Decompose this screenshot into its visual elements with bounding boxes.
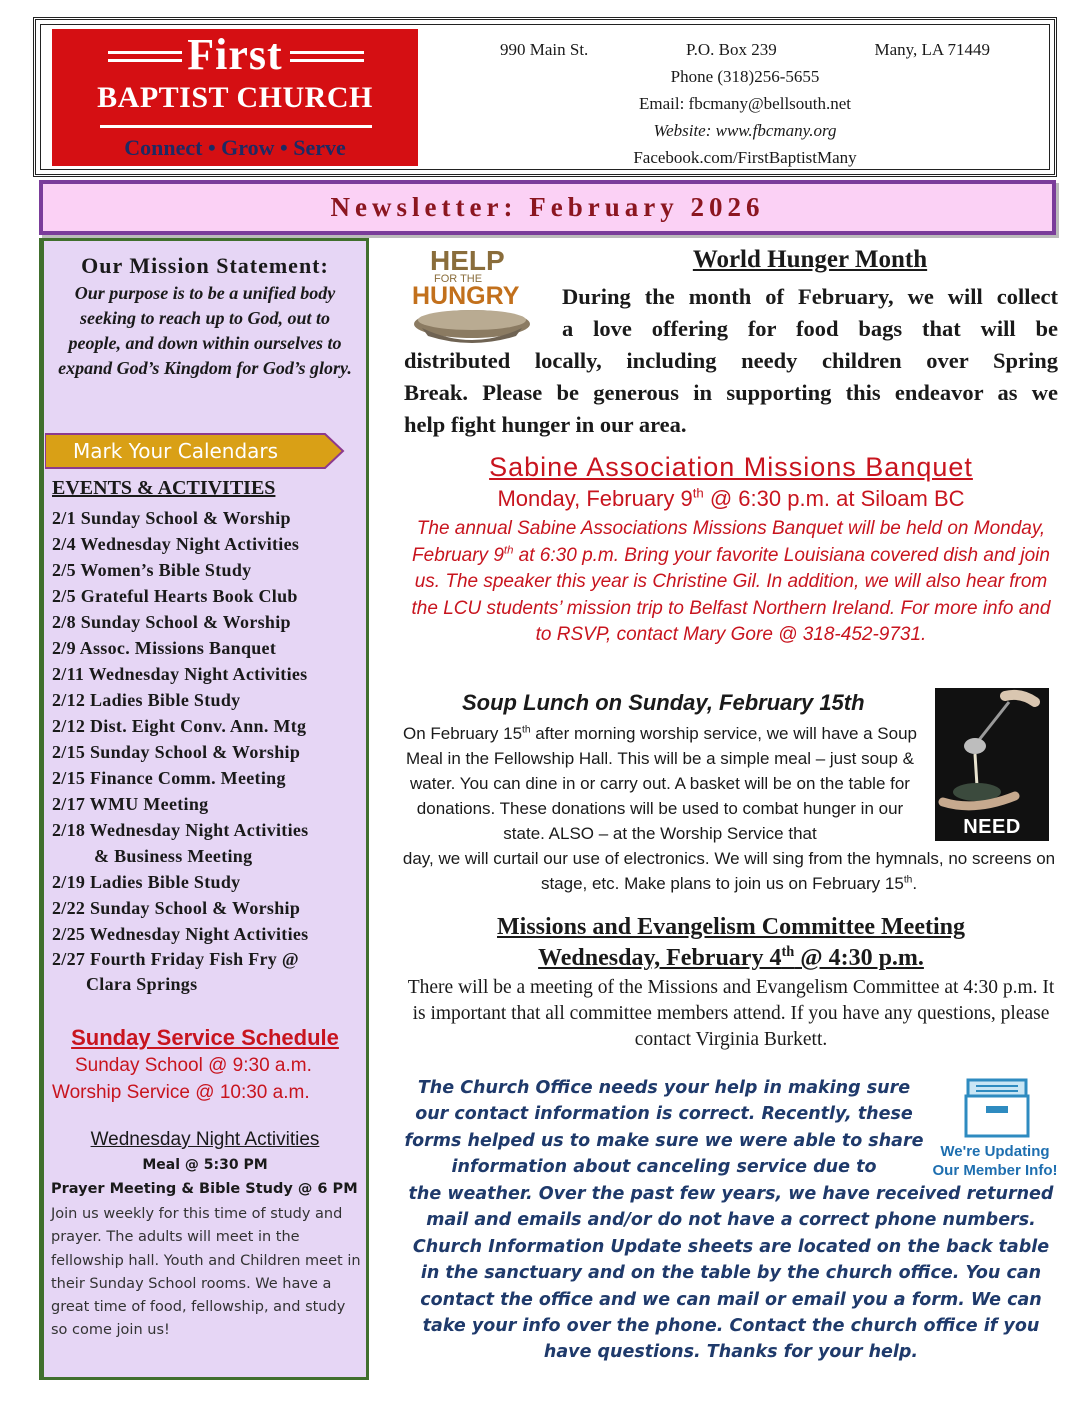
service-sunday-school: Sunday School @ 9:30 a.m. xyxy=(75,1055,312,1076)
event-item: 2/5 Women’s Bible Study xyxy=(52,560,252,580)
missions-committee-title: Missions and Evangelism Committee Meeting Wednesday, February 4th @ 4:30 p.m. xyxy=(497,914,965,971)
wednesday-title: Wednesday Night Activities xyxy=(90,1129,320,1150)
event-item: 2/5 Grateful Hearts Book Club xyxy=(52,586,298,606)
event-item: 2/15 Finance Comm. Meeting xyxy=(52,768,286,788)
church-office-text-continued: the weather. Over the past few years, we have received returned mail and emails and/or do not have a correct phone numbers. Church Information Update sheets are located on the back table in the sanctuary and on the table by the church office. You can contact the office and we can mail or email you a form. We can take your info over the phone. Contact the church office if you have questions. Thanks for your help. xyxy=(408,1184,1054,1363)
mission-title: Our Mission Statement: xyxy=(81,253,329,278)
event-item-continued: Clara Springs xyxy=(86,974,198,994)
street-address: 990 Main St. xyxy=(500,40,589,59)
world-hunger-line: During the month of February, we will collect xyxy=(562,284,1058,309)
phone-number: Phone (318)256-5655 xyxy=(670,67,820,86)
event-item: 2/18 Wednesday Night Activities xyxy=(52,820,309,840)
events-list xyxy=(52,505,364,996)
grain-bowl-icon xyxy=(404,244,548,346)
contact-info xyxy=(440,36,1050,171)
event-item: 2/12 Dist. Eight Conv. Ann. Mtg xyxy=(52,716,307,736)
logo-church-name: BAPTIST CHURCH xyxy=(97,81,373,114)
newsletter-title: Newsletter: February 2026 xyxy=(330,192,765,222)
soup-lunch-text-continued: day, we will curtail our use of electronics. We will sing from the hymnals, no screens on stage, etc. Make plans to join us on February 15th. xyxy=(402,849,1056,893)
sabine-banquet-date: Monday, February 9th @ 6:30 p.m. at Siloam BC xyxy=(497,485,965,511)
event-item: 2/15 Sunday School & Worship xyxy=(52,742,301,762)
facebook-link[interactable]: Facebook.com/FirstBaptistMany xyxy=(633,148,857,167)
file-box-icon xyxy=(962,1078,1032,1138)
event-item: 2/12 Ladies Bible Study xyxy=(52,690,241,710)
city-state: Many, LA 71449 xyxy=(874,40,990,59)
need-image-label: NEED xyxy=(963,816,1021,838)
event-item: 2/4 Wednesday Night Activities xyxy=(52,534,300,554)
wednesday-prayer: Prayer Meeting & Bible Study @ 6 PM xyxy=(51,1181,358,1197)
image-text-hungry: HUNGRY xyxy=(412,282,520,310)
image-text-for-the: FOR THE xyxy=(434,273,483,285)
soup-lunch-text: On February 15th after morning worship service, we will have a Soup Meal in the Fellowship Hall. This will be a simple meal – just soup & water. You can dine in or carry out. A basket will be on the table for donations. These donations will be used to combat hunger in our state. ALSO – at the Worship Service that xyxy=(402,724,917,843)
calendar-banner-label: Mark Your Calendars xyxy=(73,439,279,463)
logo-tagline: Connect • Grow • Serve xyxy=(124,135,346,160)
events-title: EVENTS & ACTIVITIES xyxy=(52,477,276,499)
event-item: 2/8 Sunday School & Worship xyxy=(52,612,291,632)
world-hunger-line: distributed locally, including needy children over Spring xyxy=(404,348,1058,373)
logo-first: First xyxy=(187,30,283,79)
newsletter-title-bar xyxy=(39,180,1056,235)
need-image xyxy=(935,688,1049,841)
email-address[interactable]: Email: fbcmany@bellsouth.net xyxy=(638,94,852,113)
service-worship: Worship Service @ 10:30 a.m. xyxy=(52,1082,310,1103)
soup-lunch-title: Soup Lunch on Sunday, February 15th xyxy=(462,690,865,715)
event-item: 2/19 Ladies Bible Study xyxy=(52,872,241,892)
sidebar xyxy=(41,238,369,1380)
church-office-text: The Church Office needs your help in making sure our contact information is correct. Recently, these forms helped us to make sure we were able to share information about canceling service due to xyxy=(404,1078,924,1178)
website-link[interactable]: Website: www.fbcmany.org xyxy=(653,121,837,140)
calendar-banner xyxy=(45,433,345,469)
event-item: 2/11 Wednesday Night Activities xyxy=(52,664,308,684)
event-item-continued: & Business Meeting xyxy=(94,846,253,866)
world-hunger-line: help fight hunger in our area. xyxy=(404,412,687,437)
event-item: 2/17 WMU Meeting xyxy=(52,794,209,814)
sabine-banquet-text: The annual Sabine Associations Missions Banquet will be held on Monday, February 9th at 6:30 p.m. Bring your favorite Louisiana covered dish and join us. The speaker this year is Christine Gil. In addition, we will also hear from the LCU students’ mission trip to Belfast Northern Ireland. For more info and to RSVP, contact Mary Gore @ 318-452-9731. xyxy=(411,518,1051,645)
missions-committee-text: There will be a meeting of the Missions and Evangelism Committee at 4:30 p.m. It is important that all committee members attend. If you have any questions, please contact Virginia Burkett. xyxy=(407,977,1055,1050)
service-schedule-title: Sunday Service Schedule xyxy=(71,1025,339,1050)
member-info-label: We're Updating Our Member Info! xyxy=(932,1143,1058,1179)
mission-text: Our purpose is to be a unified body seeking to reach up to God, out to people, and down within ourselves to expand God’s Kingdom for God’s glory. xyxy=(58,283,352,378)
po-box: P.O. Box 239 xyxy=(686,40,777,59)
event-item: 2/22 Sunday School & Worship xyxy=(52,898,301,918)
event-item: 2/25 Wednesday Night Activities xyxy=(52,924,309,944)
image-text-help: HELP xyxy=(430,245,505,276)
event-item: 2/9 Assoc. Missions Banquet xyxy=(52,638,277,658)
wednesday-text: Join us weekly for this time of study and prayer. The adults will meet in the fellowship hall. Youth and Children meet in their Sunday School rooms. We have a great time of food, fellowship, and study so come join us! xyxy=(51,1206,361,1339)
church-logo xyxy=(52,29,418,166)
world-hunger-title: World Hunger Month xyxy=(692,246,928,273)
world-hunger-line: a love offering for food bags that will be xyxy=(562,316,1058,341)
sabine-banquet-title: Sabine Association Missions Banquet xyxy=(489,452,973,482)
wednesday-meal: Meal @ 5:30 PM xyxy=(142,1157,268,1173)
event-item: 2/27 Fourth Friday Fish Fry @ xyxy=(52,949,299,969)
help-the-hungry-image xyxy=(404,244,548,346)
soup-ladle-icon xyxy=(935,688,1049,818)
world-hunger-line: Break. Please be generous in supporting this endeavor as we xyxy=(404,380,1058,405)
event-item: 2/1 Sunday School & Worship xyxy=(52,508,291,528)
